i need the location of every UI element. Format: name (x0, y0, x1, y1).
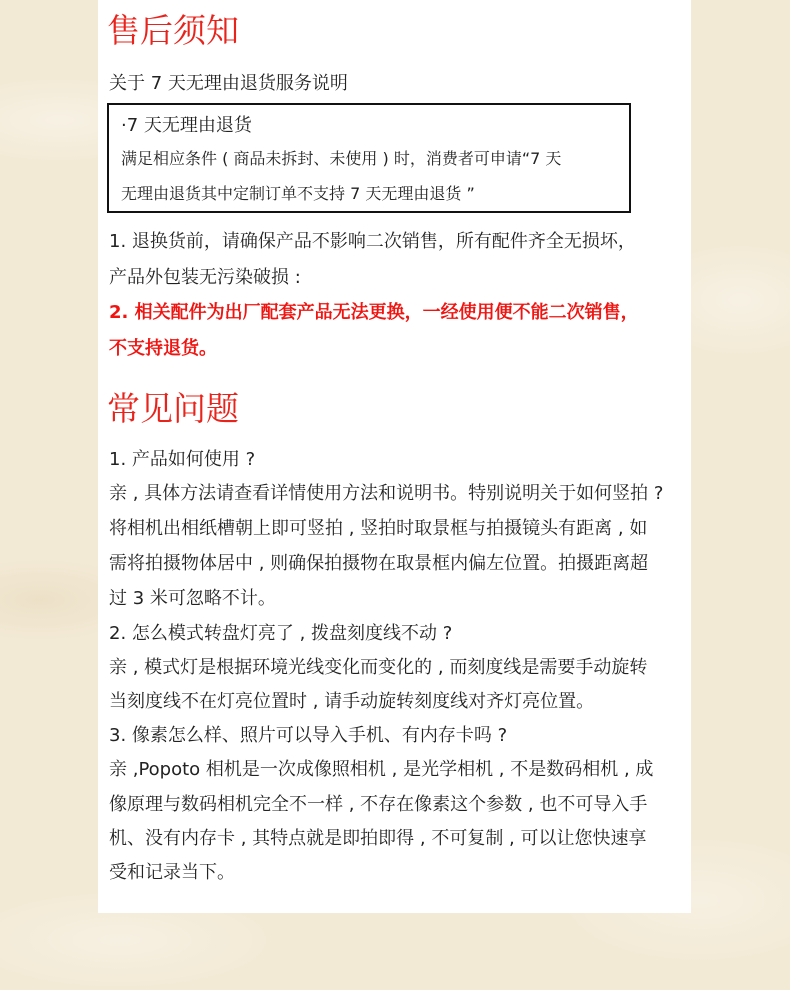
faq-question: 2. 怎么模式转盘灯亮了 , 拨盘刻度线不动 ? (109, 623, 453, 644)
faq-answer-line: 亲 ,Popoto 相机是一次成像照相机 , 是光学相机 , 不是数码相机 , 成 (109, 759, 654, 780)
policy-box-text: 无理由退货其中定制订单不支持 7 天无理由退货 ” (121, 184, 475, 203)
return-policy-box (107, 103, 631, 213)
return-rule-1: 1. 退换货前，请确保产品不影响二次销售，所有配件齐全无损坏， (109, 231, 636, 252)
return-rule-1: 产品外包装无污染破损 : (109, 267, 301, 288)
policy-box-text: 满足相应条件 ( 商品未拆封、未使用 ) 时，消费者可申请“7 天 (121, 149, 562, 168)
faq-question: 1. 产品如何使用 ? (109, 449, 256, 470)
faq-answer-line: 亲 , 模式灯是根据环境光线变化而变化的 , 而刻度线是需要手动旋转 (109, 657, 648, 678)
faq-answer-line: 像原理与数码相机完全不一样 , 不存在像素这个参数 , 也不可导入手 (109, 794, 648, 815)
faq-answer-line: 需将拍摄物体居中 , 则确保拍摄物在取景框内偏左位置。拍摄距离超 (109, 553, 649, 574)
policy-box-heading: ·7 天无理由退货 (121, 115, 252, 136)
faq-answer-line: 受和记录当下。 (109, 862, 235, 883)
faq-answer-line: 将相机出相纸槽朝上即可竖拍 , 竖拍时取景框与拍摄镜头有距离 , 如 (109, 518, 648, 539)
faq-answer-line: 过 3 米可忽略不计。 (109, 588, 276, 609)
after-sales-subtitle: 关于 7 天无理由退货服务说明 (109, 73, 348, 94)
return-rule-2-warning: 2. 相关配件为出厂配套产品无法更换，一经使用便不能二次销售， (109, 302, 639, 323)
faq-answer-line: 亲 , 具体方法请查看详情使用方法和说明书。特别说明关于如何竖拍 ? (109, 483, 664, 504)
after-sales-title: 售后须知 (107, 11, 239, 50)
faq-answer-line: 当刻度线不在灯亮位置时 , 请手动旋转刻度线对齐灯亮位置。 (109, 691, 595, 712)
content-panel (98, 0, 691, 913)
return-rule-2-warning: 不支持退货。 (109, 338, 217, 359)
faq-title: 常见问题 (107, 389, 239, 428)
faq-question: 3. 像素怎么样、照片可以导入手机、有内存卡吗 ? (109, 725, 508, 746)
faq-answer-line: 机、没有内存卡 , 其特点就是即拍即得 , 不可复制 , 可以让您快速享 (109, 828, 647, 849)
